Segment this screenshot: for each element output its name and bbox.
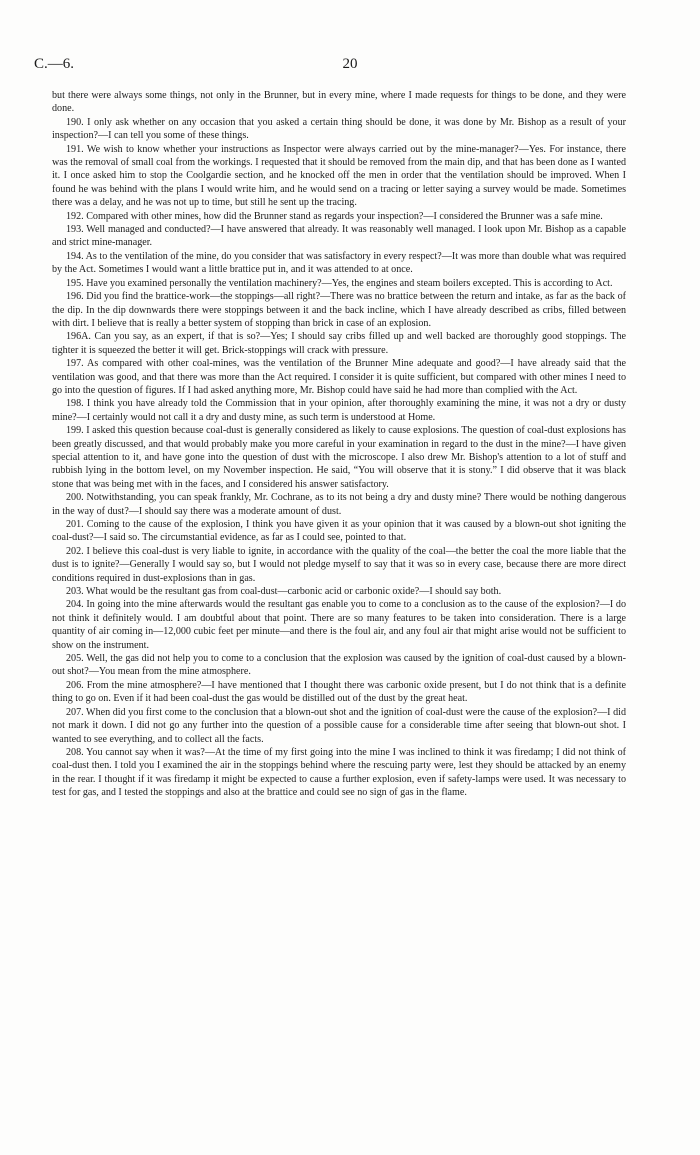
page-header: [34, 56, 666, 76]
paragraph: 199. I asked this question because coal-dust is generally considered as likely to cause explosions. The question of coal-dust explosions has been greatly discussed, and that would probably make you more careful in your examination in regard to the dust in the mine?—I have given special attention to it, and have gone into the question of dust with the microscope. I also drew Mr. Bishop's attention to a lot of stuff and rubbish lying in the bottom level, on my November inspection. He said, “You will observe that it is stony.” I did observe that it was black stone that was being met with in the faces, and I considered his answer satisfactory.: [52, 425, 626, 490]
paragraph: 206. From the mine atmosphere?—I have mentioned that I thought there was carbonic oxide present, but I do not think that is a definite thing to go on. Even if it had been coal-dust the gas would be distilled out of the dust by the great heat.: [52, 679, 626, 705]
paragraph: 197. As compared with other coal-mines, was the ventilation of the Brunner Mine adequate and good?—I have already said that the ventilation was good, and that there was more than the Act required. I consider it is quite sufficient, but compared with other mines I need to go into the question of figures. If I had asked anything more, Mr. Bishop could have said he had more than complied with the Act.: [52, 358, 626, 396]
paragraph: 196A. Can you say, as an expert, if that is so?—Yes; I should say cribs filled up and well backed are thoroughly good stoppings. The tighter it is squeezed the better it will get. Brick-stoppings will crack with pressure.: [52, 331, 626, 356]
paragraph: 195. Have you examined personally the ventilation machinery?—Yes, the engines and steam boilers excepted. This is according to Act.: [66, 277, 613, 289]
paragraph: 203. What would be the resultant gas from coal-dust—carbonic acid or carbonic oxide?—I should say both.: [66, 586, 502, 598]
paragraph: 198. I think you have already told the Commission that in your opinion, after thoroughly examining the mine, it was not a dry or dusty mine?—I certainly would not call it a dry and dusty mine, as such term is understood at Home.: [52, 398, 626, 423]
paragraph: 202. I believe this coal-dust is very liable to ignite, in accordance with the quality of the coal—the better the coal the more liable that the dust is to ignite?—Generally I would say so, but I would not pledge myself to say that it was so in every case, because there are more direct conditions required in dust-explosions than in gas.: [52, 545, 626, 584]
paragraph: 207. When did you first come to the conclusion that a blown-out shot and the ignition of coal-dust were the cause of the explosion?—I did not mark it down. I did not go any further into the question of a possible cause for a considerable time after seeing that blown-out shot. I wanted to see everything, and to collect all the facts.: [52, 706, 626, 745]
paragraph: 200. Notwithstanding, you can speak frankly, Mr. Cochrane, as to its not being a dry and dusty mine? There would be nothing dangerous in the way of dust?—I should say there was a moderate amount of dust.: [52, 492, 626, 517]
paragraph: but there were always some things, not only in the Brunner, but in every mine, where I made requests for things to be done, and they were done.: [52, 90, 626, 115]
paragraph: 205. Well, the gas did not help you to come to a conclusion that the explosion was caused by the ignition of coal-dust caused by a blown-out shot?—You mean from the mine atmosphere.: [52, 653, 626, 678]
paragraph: 196. Did you find the brattice-work—the stoppings—all right?—There was no brattice between the return and intake, as far as the back of the dip. In the dip downwards there were stoppings between it and the back incline, which I have already described as cribs, filled between with dirt. I believe that is really a better system of stopping than brick in case of an explosion.: [52, 291, 626, 329]
paragraph: 193. Well managed and conducted?—I have answered that already. It was reasonably well managed. I look upon Mr. Bishop as a capable and strict mine-manager.: [52, 224, 626, 249]
paragraph: 194. As to the ventilation of the mine, do you consider that was satisfactory in every respect?—It was more than double what was required by the Act. Sometimes I would want a little brattice put in, and it was attended to at once.: [52, 250, 626, 276]
testimony-body: [52, 89, 626, 800]
paragraph: 191. We wish to know whether your instructions as Inspector were always carried out by the mine-manager?—Yes. For instance, there was the removal of small coal from the workings. I requested that it should be removed from the main dip, and that has been done as I wanted it. I once asked him to stop the Coolgardie section, and he knocked off the men in order that the ventilation should be improved. When I found he was behind with the plans I would write him, and he would send on a tracing or letter saying a survey would be made. Sometimes there was a delay, and he was not up to time, but still he sent up the tracing.: [52, 143, 626, 209]
section-code: C.—6.: [34, 56, 75, 72]
page-number: 20: [342, 56, 358, 72]
paragraph: 192. Compared with other mines, how did the Brunner stand as regards your inspection?—I considered the Brunner was a safe mine.: [66, 210, 603, 222]
paragraph: 204. In going into the mine afterwards would the resultant gas enable you to come to a conclusion as to the cause of the explosion?—I do not think it definitely would. I am doubtful about that point. There are so many features to be taken into consideration. There is a large quantity of air coming in—12,000 cubic feet per minute—and there is the foul air, and any foul air that might arise would not be sufficient to show on the instrument.: [52, 599, 626, 651]
paragraph: 190. I only ask whether on any occasion that you asked a certain thing should be done, it was done by Mr. Bishop as a result of your inspection?—I can tell you some of these things.: [52, 116, 626, 142]
paragraph: 201. Coming to the cause of the explosion, I think you have given it as your opinion that it was caused by a blown-out shot igniting the coal-dust?—I said so. The circumstantial evidence, as far as I could see, pointed to that.: [52, 519, 626, 544]
paragraph: 208. You cannot say when it was?—At the time of my first going into the mine I was inclined to think it was firedamp; I did not think of coal-dust then. I told you I examined the air in the stoppings behind where the rescuing party were, lest they should be attacked by an enemy in the rear. I thought if it was firedamp it might be expected to cause a further explosion, even if safety-lamps were used. It was necessary to test for gas, and I tested the stoppings and also at the brattice and could see no sign of gas in the flame.: [52, 746, 626, 799]
